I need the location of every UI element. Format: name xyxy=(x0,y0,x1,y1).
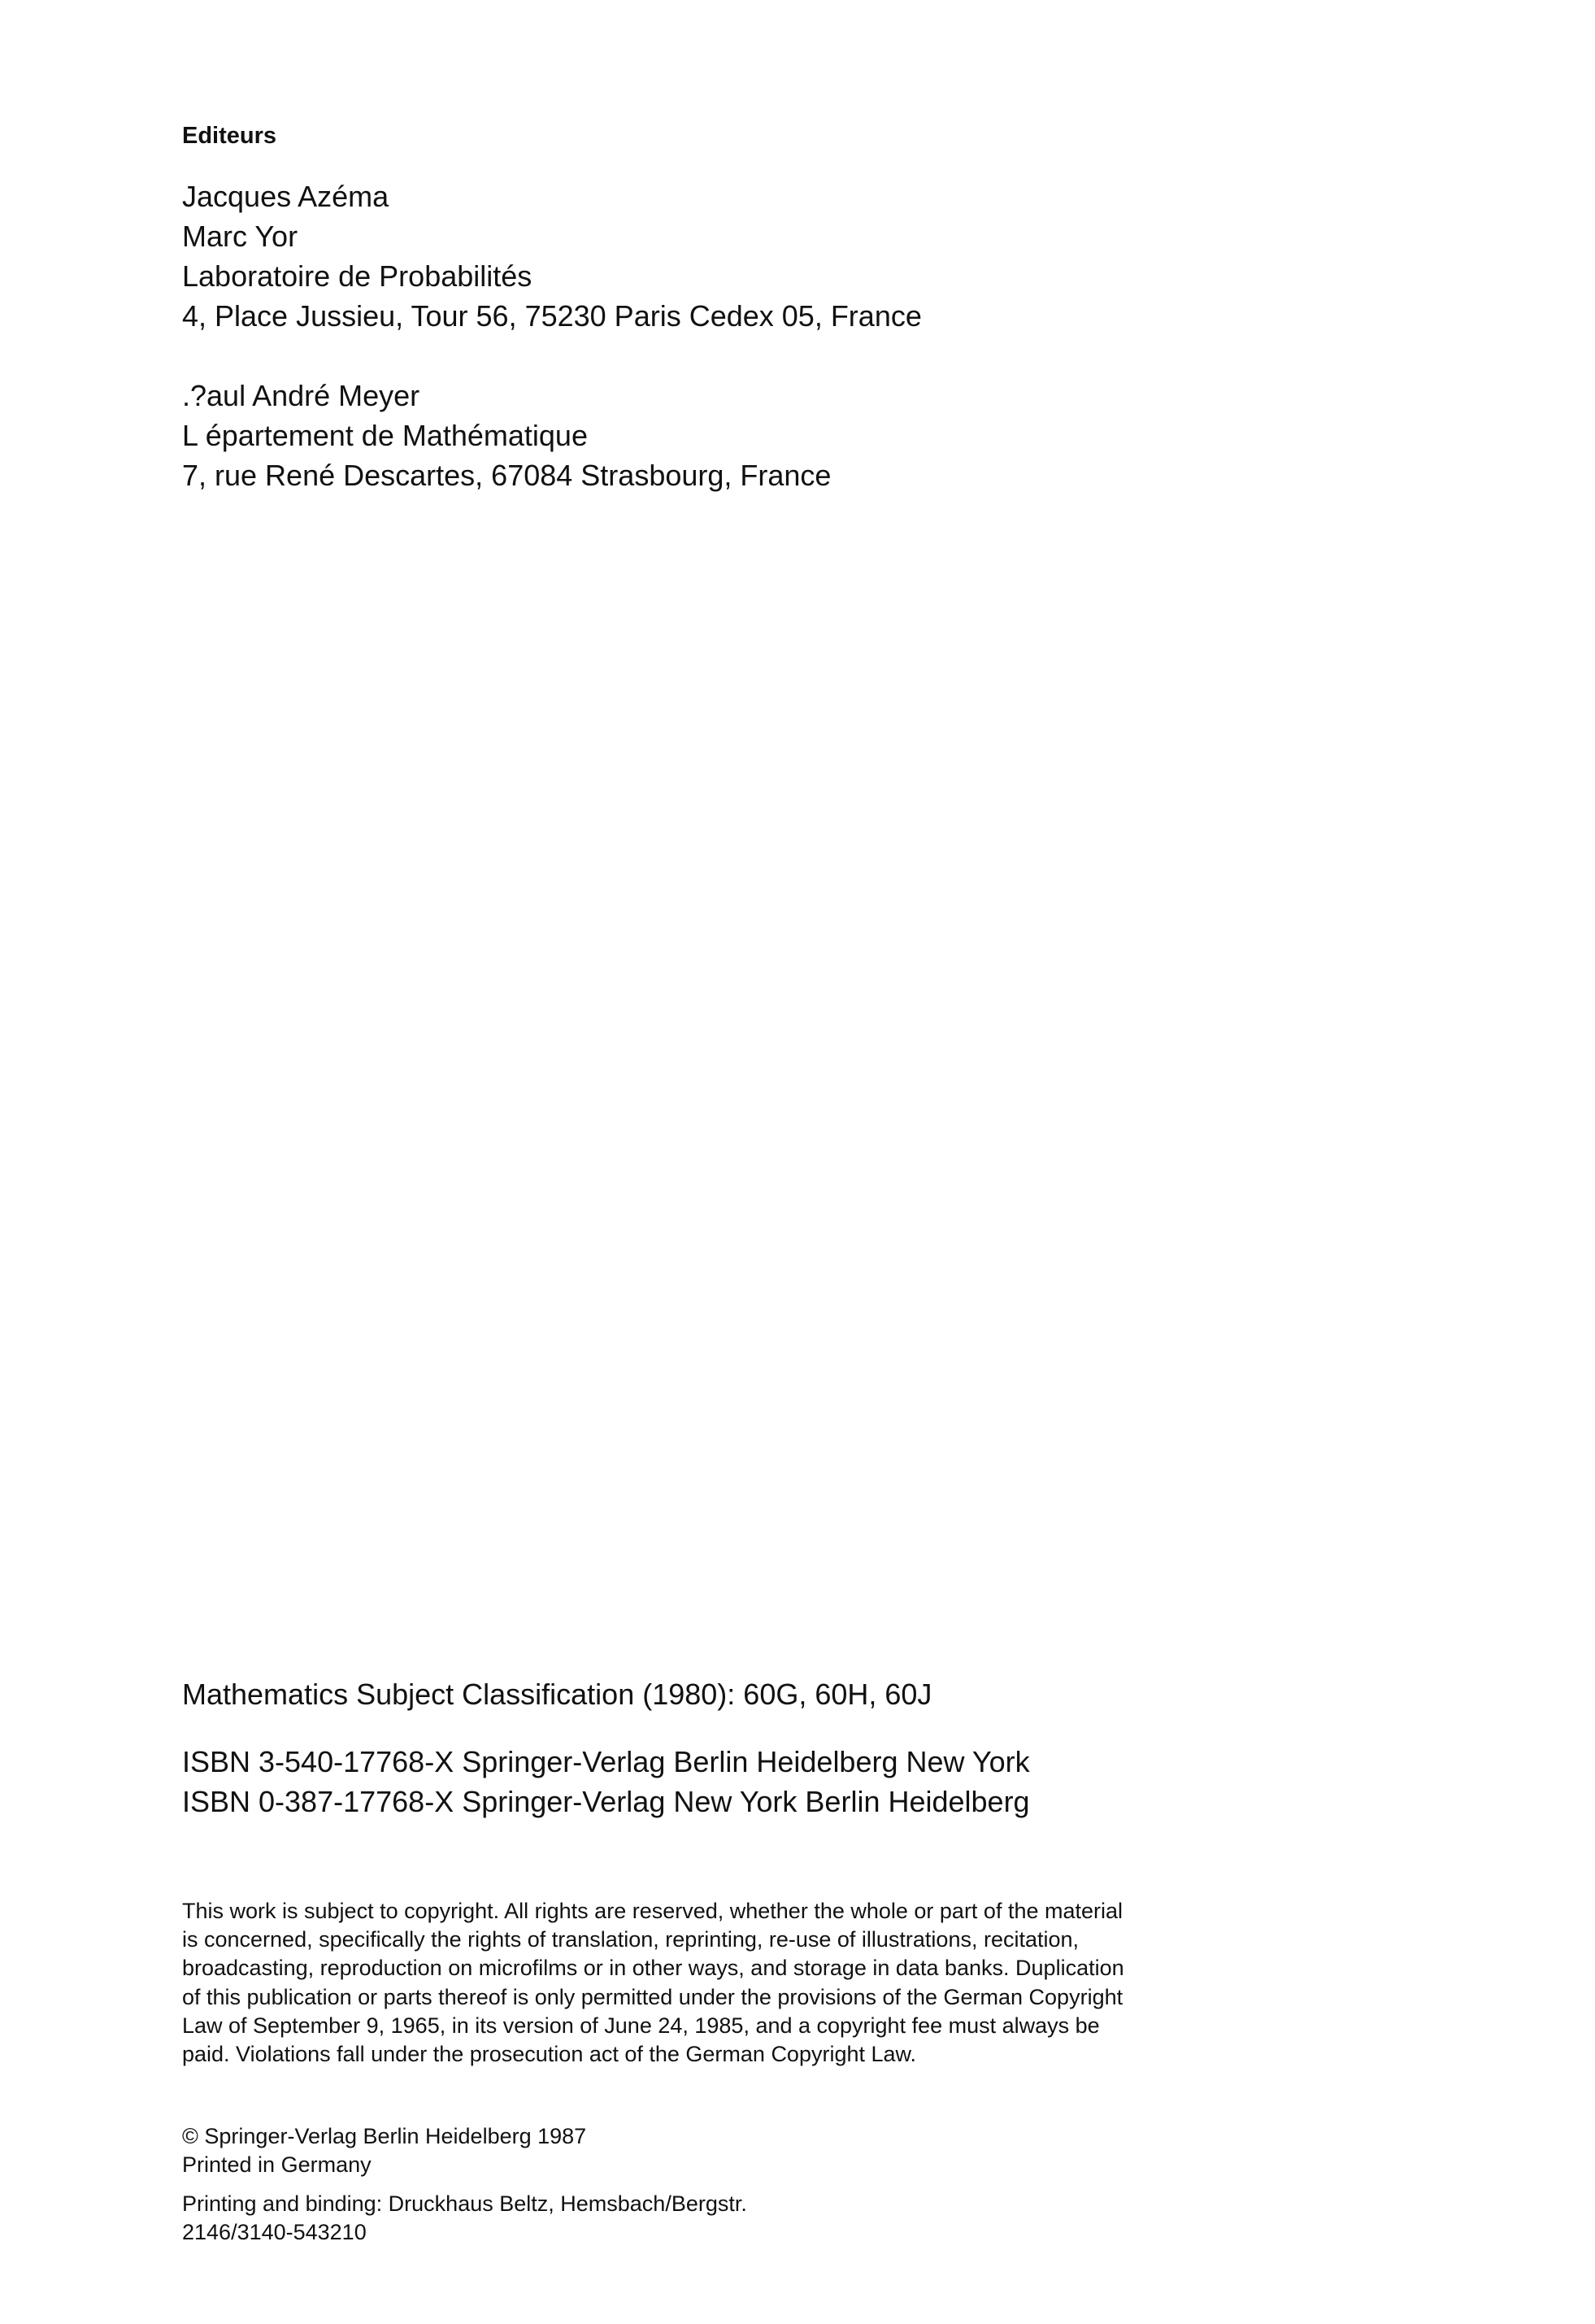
copyright-notice-line: is concerned, specifically the rights of translation, reprinting, re-use of illustrations, recitation, xyxy=(182,1927,1080,1952)
copyright-notice-line: of this publication or parts thereof is only permitted under the provisions of the German Copyright xyxy=(182,1984,1123,2009)
editor-name-meyer: .?aul André Meyer xyxy=(182,379,420,412)
copyright-notice xyxy=(182,1897,1271,2069)
editor-name-azema: Jacques Azéma xyxy=(182,180,389,213)
editors-heading xyxy=(182,122,276,150)
institution-line: Laboratoire de Probabilités xyxy=(182,259,532,293)
isbn-line: ISBN 3-540-17768-X Springer-Verlag Berlin Heidelberg New York xyxy=(182,1745,1030,1778)
street-address-line: 4, Place Jussieu, Tour 56, 75230 Paris Cedex 05, France xyxy=(182,299,922,333)
publisher-copyright xyxy=(182,2122,586,2179)
copyright-notice-line: This work is subject to copyright. All rights are reserved, whether the whole or part of the material xyxy=(182,1899,1123,1923)
printed-in-line: Printed in Germany xyxy=(182,2152,372,2177)
editor-name-yor: Marc Yor xyxy=(182,220,298,253)
print-code-line: 2146/3140-543210 xyxy=(182,2220,367,2244)
editors-heading-text: Editeurs xyxy=(182,123,277,149)
isbn-line: ISBN 0-387-17768-X Springer-Verlag New York Berlin Heidelberg xyxy=(182,1785,1030,1818)
department-line: L épartement de Mathématique xyxy=(182,419,588,452)
isbn-block xyxy=(182,1742,1030,1821)
editors-address-paris xyxy=(182,176,922,336)
printing-info xyxy=(182,2190,747,2247)
copyright-line: © Springer-Verlag Berlin Heidelberg 1987 xyxy=(182,2124,587,2148)
printing-binding-line: Printing and binding: Druckhaus Beltz, Hemsbach/Bergstr. xyxy=(182,2191,747,2216)
copyright-notice-line: Law of September 9, 1965, in its version of June 24, 1985, and a copyright fee must always be xyxy=(182,2013,1100,2038)
subject-classification xyxy=(182,1675,932,1714)
copyright-notice-line: broadcasting, reproduction on microfilms or in other ways, and storage in data banks. Duplication xyxy=(182,1956,1124,1981)
editors-address-strasbourg xyxy=(182,376,831,495)
subject-classification-text: Mathematics Subject Classification (1980): 60G, 60H, 60J xyxy=(182,1678,932,1711)
copyright-notice-line: paid. Violations fall under the prosecution act of the German Copyright Law. xyxy=(182,2042,917,2067)
street-address-line: 7, rue René Descartes, 67084 Strasbourg, France xyxy=(182,459,832,492)
